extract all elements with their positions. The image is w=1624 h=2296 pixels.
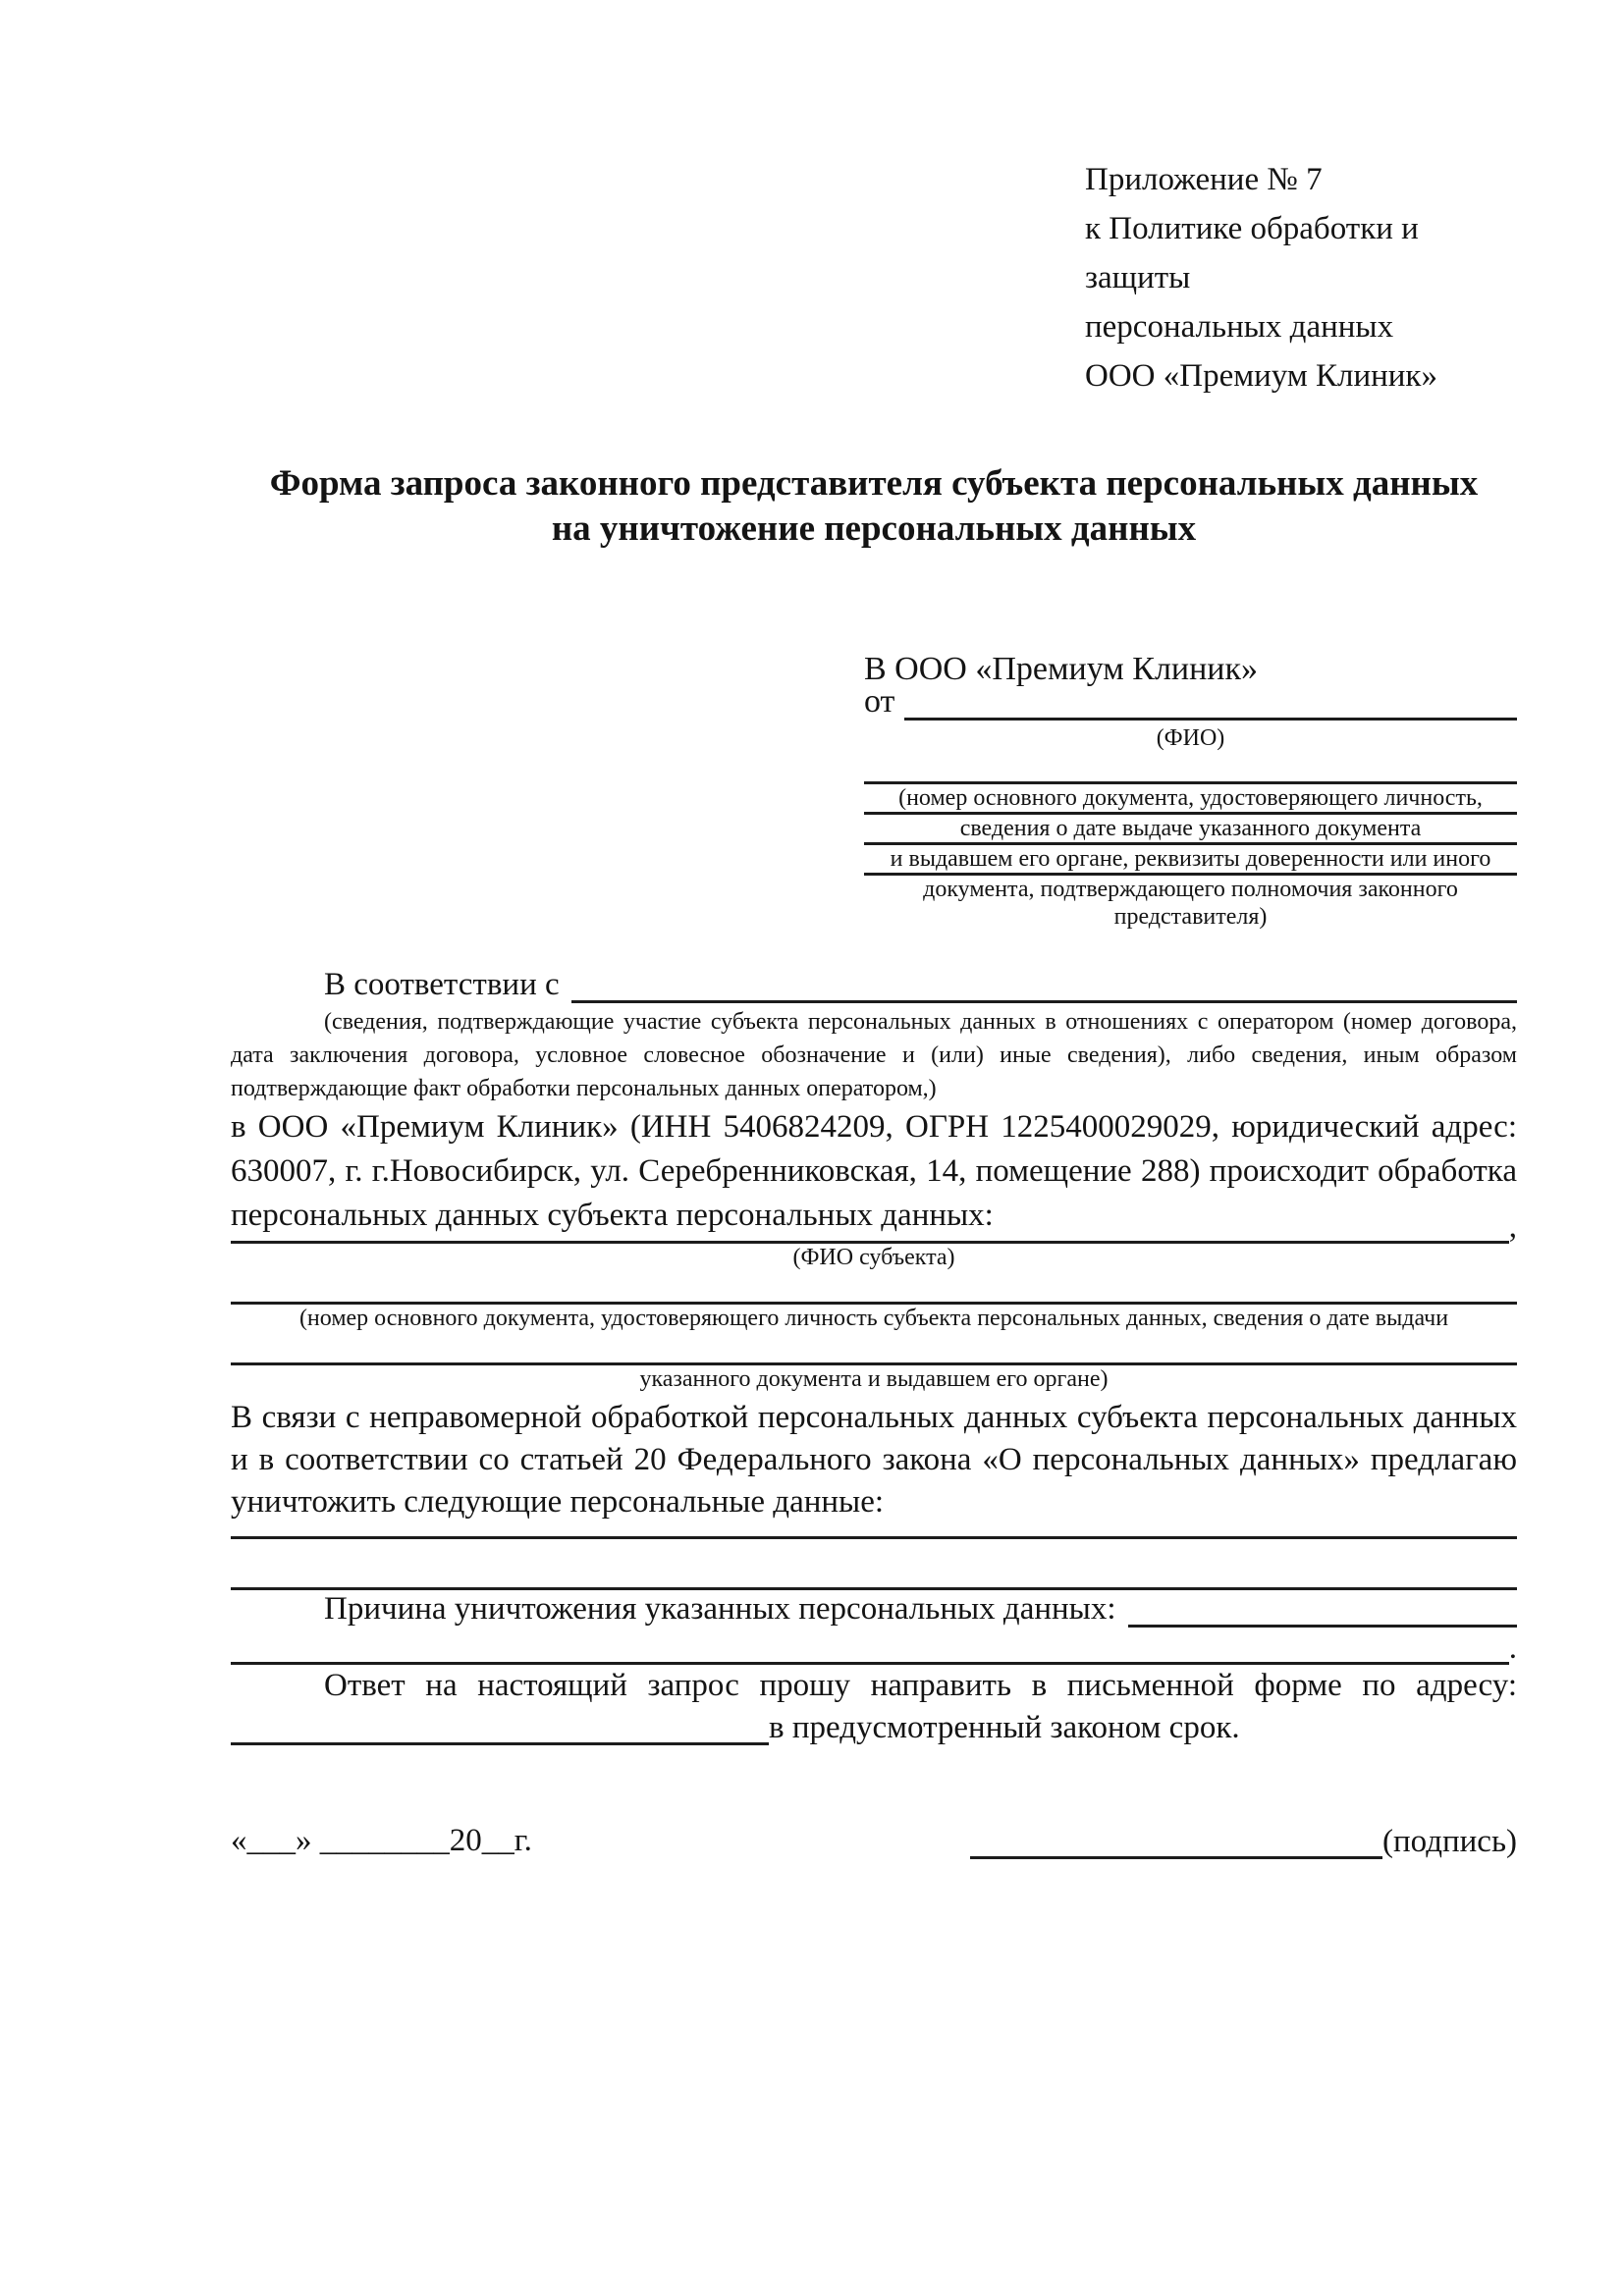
appendix-line-1: Приложение № 7 (1085, 162, 1323, 197)
from-blank-line (904, 718, 1517, 721)
page-title (231, 461, 1517, 552)
representative-doc-field-1 (864, 752, 1517, 812)
signature-blank-line (970, 1824, 1382, 1859)
blank-field-line (864, 752, 1517, 784)
signature-field (970, 1824, 1517, 1859)
reason-blank-line (1128, 1625, 1517, 1628)
appendix-line-2: к Политике обработки и защиты (1085, 211, 1419, 295)
representative-doc-field-4 (864, 873, 1517, 931)
subject-fio-caption: (ФИО субъекта) (792, 1245, 955, 1270)
reason-field-continuation (231, 1628, 1517, 1665)
reply-paragraph: Ответ на настоящий запрос прошу направить в письменной форме по адресу: (324, 1668, 1517, 1703)
field-caption-2: сведения о дате выдаче указанного документа (959, 816, 1422, 841)
field-caption-1: (номер основного документа, удостоверяющего личность, (898, 785, 1483, 811)
addressee-organization: В ООО «Премиум Клиник» (864, 651, 1259, 687)
addressee-block (864, 650, 1517, 931)
date-field: «___» ________20__г. (231, 1823, 532, 1858)
subject-fio-line-comma: , (1508, 1209, 1517, 1245)
body-section (231, 960, 1517, 1859)
data-to-destroy-blank-1 (231, 1523, 1517, 1539)
reason-line-period: . (1508, 1630, 1517, 1666)
subject-document-field-2 (231, 1332, 1517, 1365)
blank-line (231, 1587, 1517, 1590)
demand-paragraph: В связи с неправомерной обработкой персональных данных субъекта персональных данных и в соответствии со статьей 20 Федерального закона «О персональных данных» предлагаю уничтожить следующие персональные данные: (231, 1400, 1517, 1520)
reply-tail: в предусмотренный законом срок. (769, 1710, 1240, 1745)
blank-line (231, 1536, 1517, 1539)
representative-doc-field-3 (864, 842, 1517, 873)
address-blank-line (231, 1706, 769, 1745)
accordance-field (231, 960, 1517, 1003)
field-caption-3: и выдавшем его органе, реквизиты доверенности или иного (890, 846, 1491, 872)
reason-field (231, 1590, 1517, 1628)
appendix-note (1085, 155, 1517, 400)
from-label: от (864, 683, 895, 720)
page-title-line-1: Форма запроса законного представителя субъекта персональных данных (269, 463, 1479, 504)
data-to-destroy-blank-2 (231, 1539, 1517, 1590)
representative-doc-field-2 (864, 812, 1517, 842)
from-field (864, 683, 1517, 721)
fio-caption: (ФИО) (1156, 725, 1225, 751)
subject-document-caption-1: (номер основного документа, удостоверяющего личность субъекта персональных данных, сведения о дате выдачи (298, 1306, 1449, 1331)
signature-row (231, 1814, 1517, 1859)
reason-label: Причина уничтожения указанных персональных данных: (324, 1591, 1116, 1627)
reply-address-field (231, 1706, 1517, 1745)
operator-paragraph: в ООО «Премиум Клиник» (ИНН 5406824209, ОГРН 1225400029029, юридический адрес: 630007, г. г.Новосибирск, ул. Серебренниковская, 14, помещение 288) происходит обработка персональных данных субъекта персональных данных: (231, 1109, 1517, 1233)
appendix-line-4: ООО «Премиум Клиник» (1085, 358, 1437, 394)
appendix-line-3: персональных данных (1085, 309, 1394, 345)
accordance-label: В соответствии с (324, 967, 560, 1002)
subject-document-field (231, 1271, 1517, 1305)
subject-document-caption-2: указанного документа и выдавшем его органе) (639, 1366, 1109, 1392)
page-title-line-2: на уничтожение персональных данных (551, 508, 1197, 549)
accordance-blank-line (571, 1000, 1517, 1003)
accordance-footnote: (сведения, подтверждающие участие субъекта персональных данных в отношениях с оператором (номер договора, дата заключения договора, условное словесное обозначение и (или) иные сведения), либо сведения, иным образом подтверждающие факт обработки персональных данных оператором,) (231, 1009, 1517, 1101)
field-caption-4: документа, подтверждающего полномочия законного представителя) (923, 877, 1458, 930)
signature-caption: (подпись) (1382, 1824, 1517, 1859)
